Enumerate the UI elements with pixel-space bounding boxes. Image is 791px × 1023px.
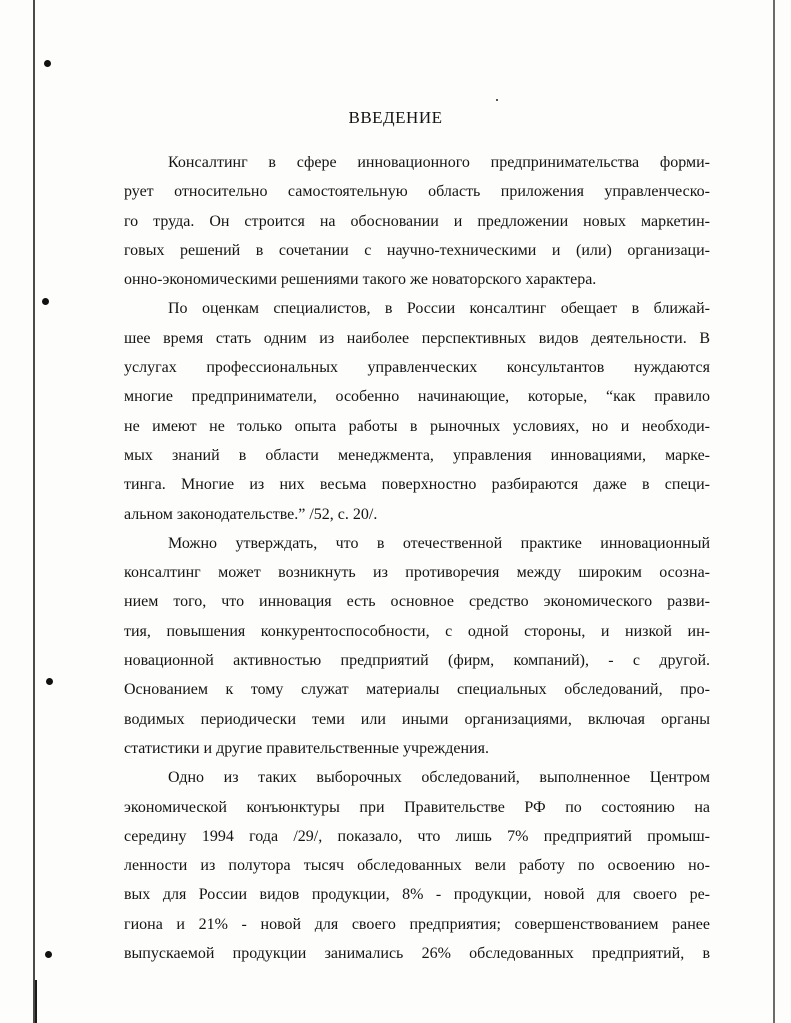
text-line: Можно утверждать, что в отечественной практике инновационный <box>168 534 710 552</box>
text-line: Одно из таких выборочных обследований, выполненное Центром <box>168 769 710 787</box>
scan-edge-left-mark <box>35 980 37 1023</box>
text-line: услугах профессиональных управленческих консультантов нуждаются <box>124 359 710 377</box>
text-line: тия, повышения конкурентоспособности, с одной стороны, и низкой ин- <box>124 622 710 640</box>
text-line: многие предприниматели, особенно начинающие, которые, “как правило <box>124 388 710 406</box>
paragraph-4 <box>124 763 710 968</box>
text-line: гиона и 21% - новой для своего предприятия; совершенствованием ранее <box>124 915 710 933</box>
text-line: Основанием к тому служат материалы специальных обследований, про- <box>124 681 710 699</box>
text-line: говых решений в сочетании с научно-техническими и (или) организаци- <box>124 241 710 259</box>
text-line: новационной активностью предприятий (фирм, компаний), - с другой. <box>124 652 710 670</box>
text-line: ленности из полутора тысяч обследованных вели работу по освоению но- <box>124 857 710 875</box>
scan-edge-left <box>33 0 35 1023</box>
paragraph-2 <box>124 294 710 528</box>
paragraph-1 <box>124 148 710 294</box>
text-line: нием того, что инновация есть основное средство экономического разви- <box>124 593 710 611</box>
text-line: Консалтинг в сфере инновационного предпринимательства форми- <box>168 154 710 171</box>
text-line: рует относительно самостоятельную область приложения управленческо- <box>124 183 710 201</box>
text-line: мых знаний в области менеджмента, управления инновациями, марке- <box>124 446 710 464</box>
text-line: онно-экономическими решениями такого же новаторского характера. <box>124 271 597 289</box>
text-line: экономической конъюнктуры при Правительстве РФ по состоянию на <box>124 798 710 816</box>
text-line: выпускаемой продукции занимались 26% обследованных предприятий, в <box>124 945 710 963</box>
binder-hole-mark <box>46 678 53 685</box>
text-line: водимых периодически теми или иными организациями, включая органы <box>124 710 710 728</box>
text-line: вых для России видов продукции, 8% - продукции, новой для своего ре- <box>124 886 710 904</box>
binder-hole-mark <box>44 60 51 67</box>
text-line: По оценкам специалистов, в России консалтинг обещает в ближай- <box>168 300 710 318</box>
text-line: консалтинг может возникнуть из противоречия между широким осозна- <box>124 564 710 582</box>
text-line: середину 1994 года /29/, показало, что лишь 7% предприятий промыш- <box>124 827 710 845</box>
paragraph-3 <box>124 529 710 763</box>
binder-hole-mark <box>42 298 49 305</box>
text-line: шее время стать одним из наиболее перспективных видов деятельности. В <box>124 329 710 347</box>
binder-hole-mark <box>45 951 52 958</box>
text-line: альном законодательстве.” /52, с. 20/. <box>124 505 378 523</box>
scan-speck <box>496 99 498 101</box>
text-line: не имеют не только опыта работы в рыночных условиях, но и необходи- <box>124 417 710 435</box>
text-line: тинга. Многие из них весьма поверхностно разбираются даже в специ- <box>124 476 710 494</box>
page-title: ВВЕДЕНИЕ <box>348 108 443 127</box>
text-line: го труда. Он строится на обосновании и предложении новых маркетин- <box>124 212 710 230</box>
scan-edge-right <box>773 0 775 1023</box>
body-text <box>124 148 710 968</box>
text-line: статистики и другие правительственные учреждения. <box>124 739 489 757</box>
